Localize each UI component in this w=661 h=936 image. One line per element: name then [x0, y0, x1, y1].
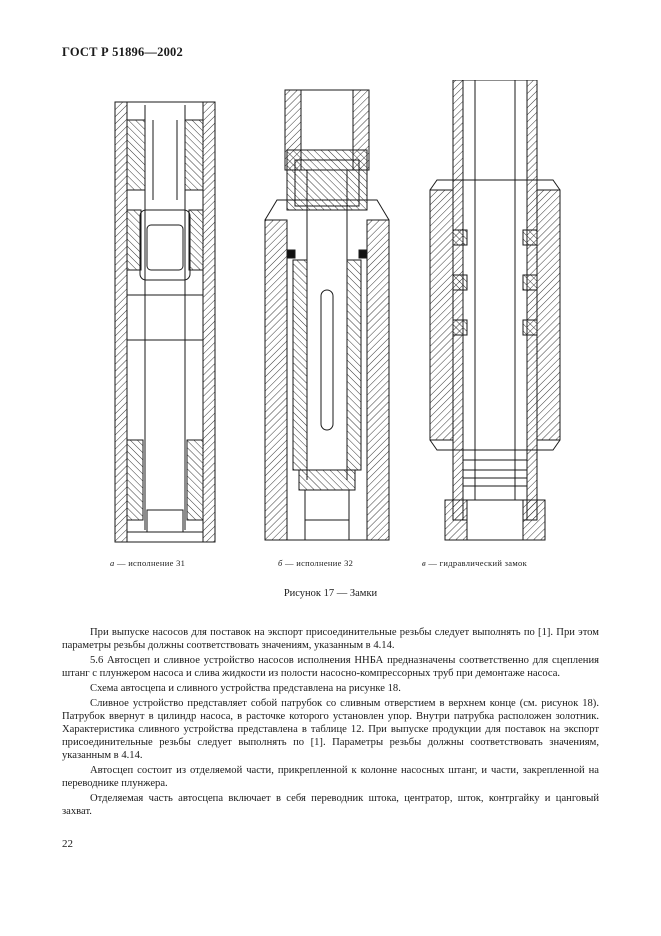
subcaption-b-text: — исполнение 32: [282, 558, 354, 568]
paragraph: Сливное устройство представляет собой патрубок со сливным отверстием в верхнем конце (см. рисунок 18). Патрубок ввернут в цилиндр насоса, в расточке которого установлен упор. Внутри патрубка расположен золотник. Характеристика сливного устройства представлена в таблице 12. При выпуске продукции для поставок на экспорт присоединительные резьбы следует выполнять по [1]. Параметры резьбы должны соответствовать значениям, указанным в 4.14.: [62, 697, 599, 762]
lock-a-drawing: [115, 102, 215, 542]
paragraph: Автосцеп состоит из отделяемой части, прикрепленной к колонне насосных штанг, и части, закрепленной на переводнике плунжера.: [62, 765, 599, 790]
document-header: ГОСТ Р 51896—2002: [62, 45, 183, 59]
subcaption-c-text: — гидравлический замок: [426, 558, 527, 568]
paragraph: Отделяемая часть автосцепа включает в себя переводник штока, центратор, шток, контргайку и цанговый захват.: [62, 792, 599, 818]
subcaption-c: [422, 558, 527, 568]
locks-figure: [95, 80, 575, 550]
paragraph: Схема автосцепа и сливного устройства представлена на рисунке 18.: [90, 682, 401, 694]
page-number: 22: [62, 838, 73, 850]
lock-b-drawing: [265, 90, 389, 540]
body-text: [62, 626, 599, 820]
subcaption-a-text: — исполнение 31: [114, 558, 186, 568]
subcaption-a-letter: а: [110, 558, 115, 568]
subcaption-a: [110, 558, 185, 568]
subcaption-b-letter: б: [278, 558, 283, 568]
locks-drawing: [95, 80, 575, 550]
lock-c-drawing: [430, 80, 560, 540]
paragraph: 5.6 Автосцеп и сливное устройство насосов исполнения ННБА предназначены соответственно для сцепления штанг с плунжером насоса и слива жидкости из полости насосно-компрессорных труб при демонтаже насоса.: [62, 654, 599, 680]
figure-caption: Рисунок 17 — Замки: [283, 588, 378, 599]
subcaption-c-letter: в: [422, 558, 426, 568]
paragraph: При выпуске насосов для поставок на экспорт присоединительные резьбы следует выполнять по [1]. При этом параметры резьбы должны соответствовать значениям, указанным в 4.14.: [62, 627, 599, 652]
subcaption-b: [278, 558, 353, 568]
